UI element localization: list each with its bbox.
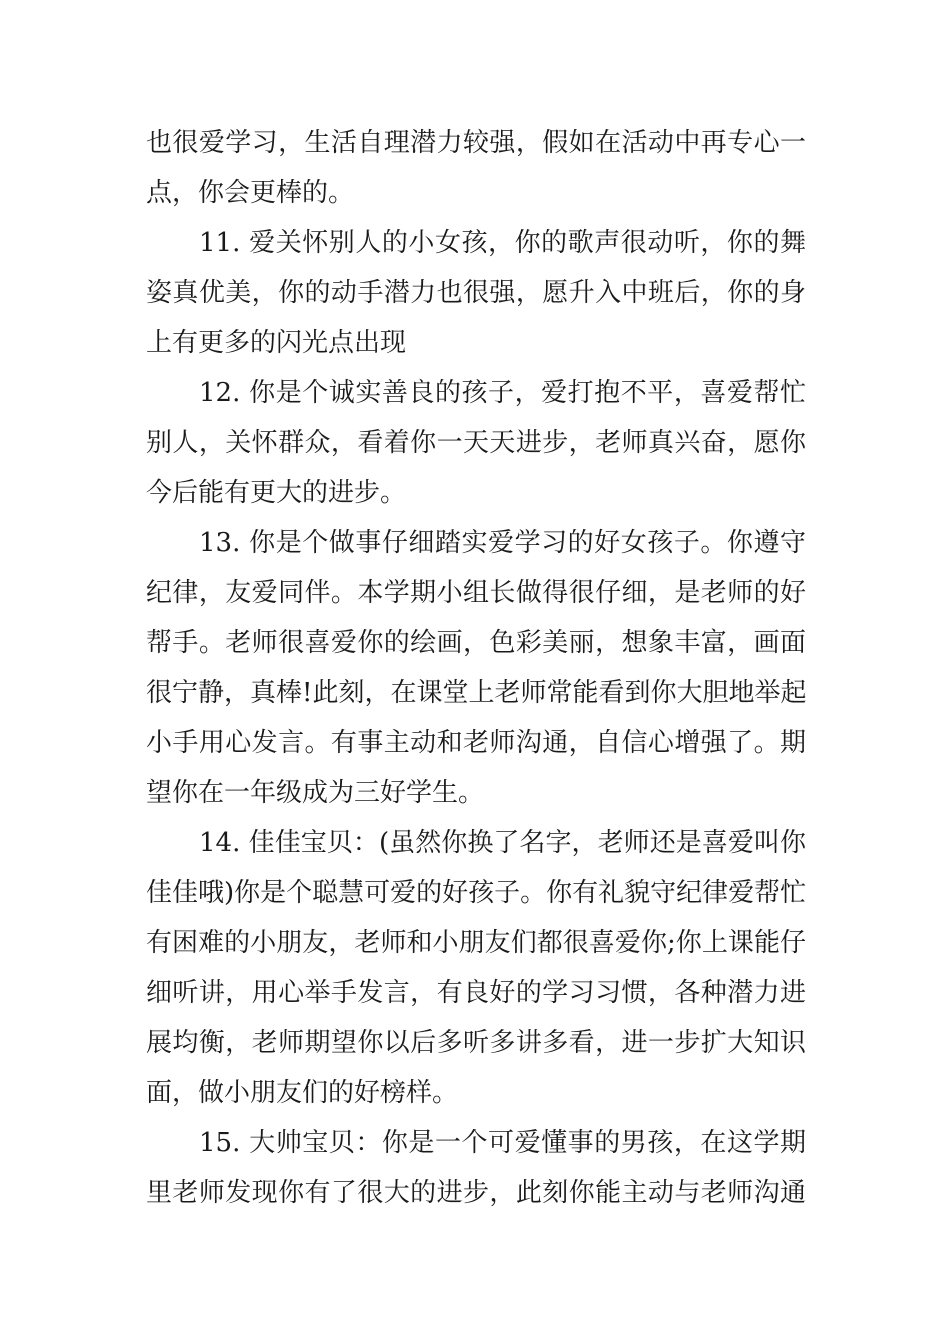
text-line: 也很爱学习，生活自理潜力较强，假如在活动中再专心一 [146, 128, 806, 158]
text-line: 上有更多的闪光点出现 [146, 328, 407, 358]
text-line: 姿真优美，你的动手潜力也很强，愿升入中班后，你的身 [146, 278, 806, 308]
text-line: 细听讲，用心举手发言，有良好的学习习惯，各种潜力进 [146, 978, 806, 1008]
text-line: 纪律，友爱同伴。本学期小组长做得很仔细，是老师的好 [146, 578, 806, 608]
text-line: 14. 佳佳宝贝：(虽然你换了名字，老师还是喜爱叫你 [199, 828, 806, 858]
text-line: 13. 你是个做事仔细踏实爱学习的好女孩子。你遵守 [199, 528, 806, 558]
text-line: 很宁静，真棒!此刻，在课堂上老师常能看到你大胆地举起 [146, 678, 807, 708]
text-line: 别人，关怀群众，看着你一天天进步，老师真兴奋，愿你 [146, 428, 806, 458]
text-line: 展均衡，老师期望你以后多听多讲多看，进一步扩大知识 [146, 1028, 806, 1058]
text-line: 帮手。老师很喜爱你的绘画，色彩美丽，想象丰富，画面 [146, 628, 806, 658]
text-line: 佳佳哦)你是个聪慧可爱的好孩子。你有礼貌守纪律爱帮忙 [146, 878, 807, 908]
text-line: 面，做小朋友们的好榜样。 [146, 1078, 459, 1108]
text-line: 里老师发现你有了很大的进步，此刻你能主动与老师沟通 [146, 1178, 806, 1208]
text-line: 11. 爱关怀别人的小女孩，你的歌声很动听，你的舞 [199, 228, 806, 258]
text-line: 12. 你是个诚实善良的孩子，爱打抱不平，喜爱帮忙 [199, 378, 806, 408]
text-line: 15. 大帅宝贝：你是一个可爱懂事的男孩，在这学期 [199, 1128, 806, 1158]
text-line: 点，你会更棒的。 [146, 178, 355, 208]
text-line: 望你在一年级成为三好学生。 [146, 778, 485, 808]
text-line: 有困难的小朋友，老师和小朋友们都很喜爱你;你上课能仔 [146, 928, 806, 958]
document-body [146, 118, 806, 1218]
text-line: 今后能有更大的进步。 [146, 478, 407, 508]
text-line: 小手用心发言。有事主动和老师沟通，自信心增强了。期 [146, 728, 806, 758]
